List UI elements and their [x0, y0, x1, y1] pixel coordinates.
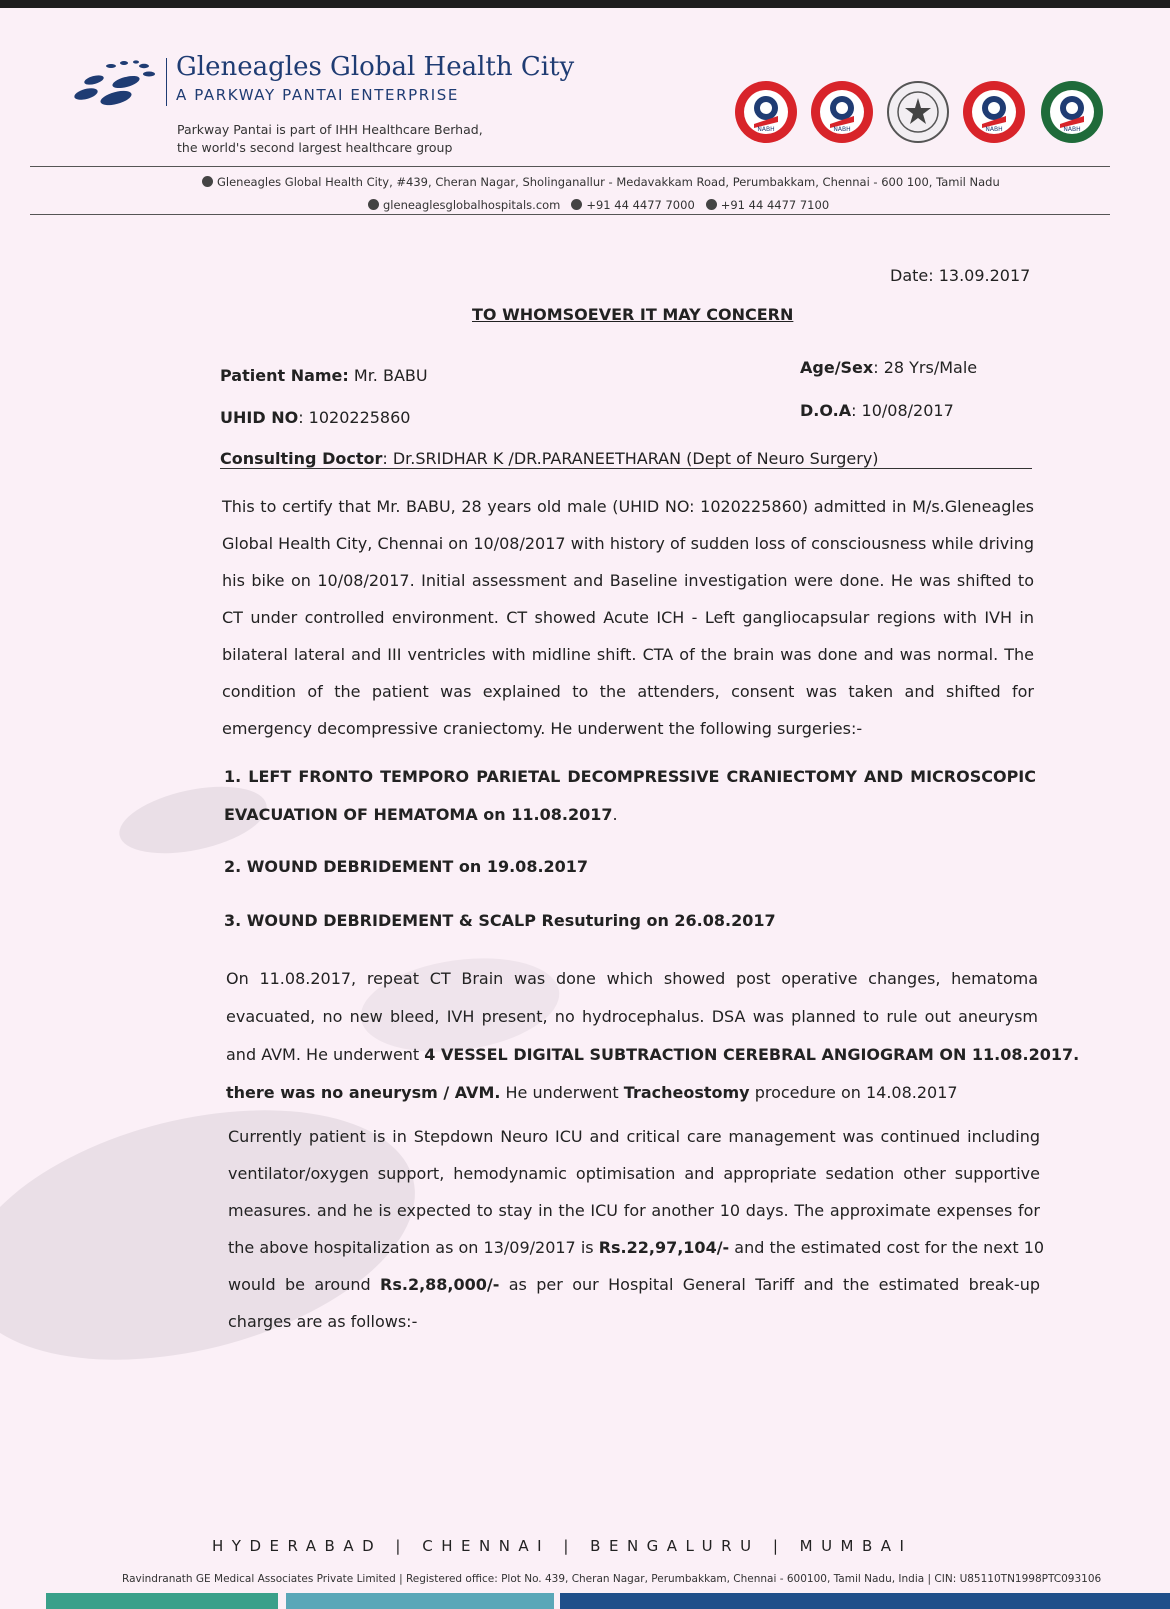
paragraph-line: evacuated, no new bleed, IVH present, no hydrocephalus. DSA was planned to rule out aneurysm — [226, 1007, 1038, 1026]
brand-divider — [166, 58, 167, 106]
svg-text:NABH: NABH — [833, 126, 851, 133]
globe-icon — [368, 199, 379, 210]
patient-name-value: Mr. BABU — [348, 366, 428, 385]
surgery-1-line-2: EVACUATION OF HEMATOMA on 11.08.2017. — [224, 805, 618, 824]
website: gleneaglesglobalhospitals.com — [383, 198, 561, 212]
age-sex-label: Age/Sex — [800, 358, 874, 377]
surgery-item-1 — [224, 758, 1036, 834]
paragraph-line: there was no aneurysm / AVM. He underwent Tracheostomy procedure on 14.08.2017 — [226, 1083, 958, 1102]
paragraph-line: This to certify that Mr. BABU, 28 years old male (UHID NO: 1020225860) admitted in M/s.Gleneagles — [222, 497, 1034, 516]
phone-icon — [571, 199, 582, 210]
doctor-label: Consulting Doctor — [220, 449, 383, 468]
svg-text:NABH: NABH — [985, 126, 1003, 133]
nabh-seal-green-icon — [1040, 80, 1104, 144]
paragraph-line: would be around Rs.2,88,000/- as per our Hospital General Tariff and the estimated break-up — [228, 1275, 1040, 1294]
paragraph-line: Global Health City, Chennai on 10/08/2017 with history of sudden loss of consciousness while driving — [222, 534, 1034, 553]
brand-subtitle: A PARKWAY PANTAI ENTERPRISE — [176, 86, 460, 104]
paragraph-current-status — [228, 1118, 1045, 1340]
paragraph-admission — [222, 488, 1034, 747]
brand-name: Gleneagles Global Health City — [176, 52, 575, 82]
letter-subject: TO WHOMSOEVER IT MAY CONCERN — [472, 305, 794, 324]
surgery-1-line-1: 1. LEFT FRONTO TEMPORO PARIETAL DECOMPRESSIVE CRANIECTOMY AND MICROSCOPIC — [224, 767, 1036, 786]
footer-band-blue — [560, 1593, 1170, 1609]
patient-name-label: Patient Name: — [220, 366, 349, 385]
age-sex-value: : 28 Yrs/Male — [873, 358, 978, 377]
consulting-doctor-field — [220, 449, 879, 468]
phone: +91 44 4477 7000 — [586, 198, 695, 212]
surgery-item-2: 2. WOUND DEBRIDEMENT on 19.08.2017 — [224, 857, 589, 876]
tagline-line-1: Parkway Pantai is part of IHH Healthcare Berhad, — [177, 122, 483, 137]
paragraph-line: the above hospitalization as on 13/09/2017 is Rs.22,97,104/- and the estimated cost for the next 10 — [228, 1238, 1045, 1257]
accreditation-seal-icon — [886, 80, 950, 144]
footer-band-teal — [286, 1593, 554, 1609]
uhid-value: : 1020225860 — [298, 408, 411, 427]
paragraph-line: CT under controlled environment. CT showed Acute ICH - Left gangliocapsular regions with IVH in — [222, 608, 1034, 627]
doctor-underline — [220, 468, 1032, 469]
fax: +91 44 4477 7100 — [720, 198, 830, 212]
uhid-field — [220, 408, 410, 427]
footer-registration: Ravindranath GE Medical Associates Private Limited | Registered office: Plot No. 439, Cheran Nagar, Perumbakkam, Chennai - 600100, Tamil Nadu, India | CIN: U85110TN1998PTC093106 — [122, 1573, 1102, 1585]
paragraph-line: ventilator/oxygen support, hemodynamic optimisation and appropriate sedation other supportive — [228, 1164, 1040, 1183]
paragraph-line: his bike on 10/08/2017. Initial assessment and Baseline investigation were done. He was shifted to — [222, 571, 1034, 590]
tagline-line-2: the world's second largest healthcare group — [177, 140, 453, 155]
age-sex-field — [800, 358, 977, 377]
header-rule-bottom — [30, 214, 1110, 215]
paragraph-line: Currently patient is in Stepdown Neuro ICU and critical care management was continued including — [228, 1127, 1040, 1146]
uhid-label: UHID NO — [220, 408, 299, 427]
hospital-contacts — [368, 198, 829, 212]
nabh-seal-icon — [810, 80, 874, 144]
paragraph-line: measures. and he is expected to stay in the ICU for another 10 days. The approximate expenses for — [228, 1201, 1040, 1220]
svg-text:NABH: NABH — [757, 126, 775, 133]
letter-date: Date: 13.09.2017 — [890, 266, 1031, 285]
hospital-address: Gleneagles Global Health City, #439, Cheran Nagar, Sholinganallur - Medavakkam Road, Perumbakkam, Chennai - 600 100, Tamil Nadu — [202, 175, 1000, 189]
estimated-cost-amount: Rs.2,88,000/- — [380, 1275, 500, 1294]
footer-band-green — [46, 1593, 278, 1609]
fax-icon — [706, 199, 717, 210]
patient-name-field — [220, 366, 428, 385]
nabh-seal-icon — [734, 80, 798, 144]
paragraph-line: condition of the patient was explained to the attenders, consent was taken and shifted for — [222, 682, 1034, 701]
paragraph-line: On 11.08.2017, repeat CT Brain was done which showed post operative changes, hematoma — [226, 969, 1038, 988]
surgery-item-3: 3. WOUND DEBRIDEMENT & SCALP Resuturing on 26.08.2017 — [224, 911, 776, 930]
paragraph-line: and AVM. He underwent 4 VESSEL DIGITAL SUBTRACTION CEREBRAL ANGIOGRAM ON 11.08.2017. — [226, 1045, 1080, 1064]
scan-top-edge — [0, 0, 1170, 8]
footer-cities: HYDERABAD | CHENNAI | BENGALURU | MUMBAI — [212, 1537, 913, 1555]
paragraph-line: emergency decompressive craniectomy. He underwent the following surgeries:- — [222, 719, 863, 738]
doa-value: : 10/08/2017 — [851, 401, 954, 420]
location-pin-icon — [202, 176, 213, 187]
doctor-value: : Dr.SRIDHAR K /DR.PARANEETHARAN (Dept of Neuro Surgery) — [382, 449, 879, 468]
doa-field — [800, 401, 954, 420]
header-rule-top — [30, 166, 1110, 167]
paragraph-line: bilateral lateral and III ventricles with midline shift. CTA of the brain was done and was normal. The — [222, 645, 1034, 664]
paragraph-followup — [226, 960, 1080, 1112]
doa-label: D.O.A — [800, 401, 852, 420]
paragraph-line: charges are as follows:- — [228, 1312, 418, 1331]
expenses-amount: Rs.22,97,104/- — [598, 1238, 730, 1257]
gleneagles-logo-icon — [66, 54, 166, 110]
svg-text:NABH: NABH — [1063, 126, 1081, 133]
nabh-seal-icon — [962, 80, 1026, 144]
